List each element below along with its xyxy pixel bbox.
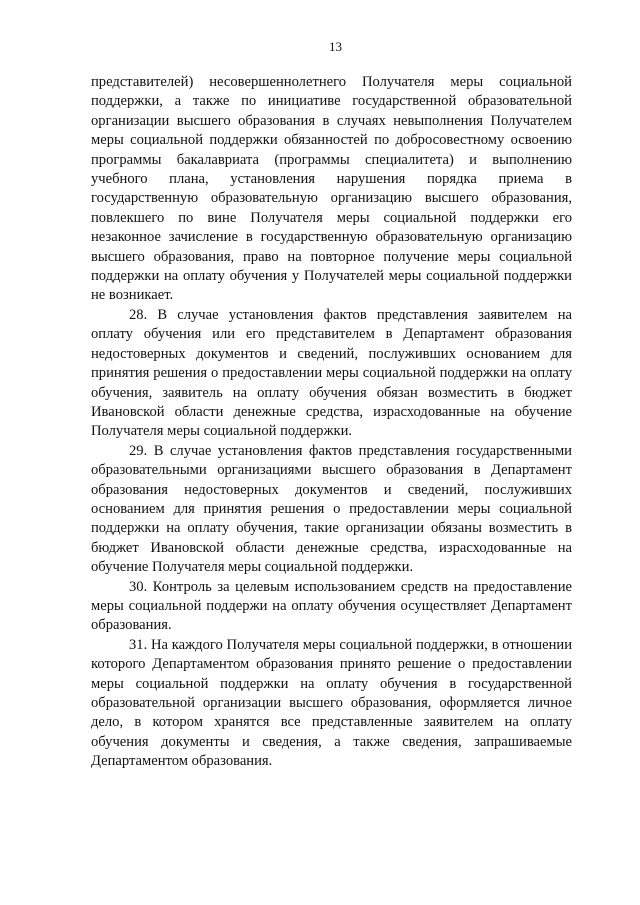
paragraph-28: 28. В случае установления фактов представления заявителем на оплату обучения или его представителем в Департамент образования недостоверных документов и сведений, послуживших основанием для принятия решения о предоставлении меры социальной поддержки на оплату обучения, заявитель на оплату обучения обязан возместить в бюджет Ивановской области денежные средства, израсходованные на обучение Получателя меры социальной поддержки. (91, 306, 572, 440)
paragraph-30: 30. Контроль за целевым использованием средств на предоставление меры социальной поддержи на оплату обучения осуществляет Департамент образования. (91, 578, 572, 634)
paragraph-29: 29. В случае установления фактов представления государственными образовательными организациями высшего образования в Департамент образования недостоверных документов и сведений, послуживших основанием для принятия решения о предоставлении меры социальной поддержки на оплату обучения, такие организации обязаны возместить в бюджет Ивановской области денежные средства, израсходованные на обучение Получателя меры социальной поддержки. (91, 442, 572, 576)
paragraph-31: 31. На каждого Получателя меры социальной поддержки, в отношении которого Департаментом образования принято решение о предоставлении меры социальной поддержки на оплату обучения в государственной образовательной организации высшего образования, оформляется личное дело, в котором хранятся все представленные заявителем на оплату обучения документы и сведения, а также сведения, запрашиваемые Департаментом образования. (91, 636, 572, 770)
paragraph-continuation: представителей) несовершеннолетнего Получателя меры социальной поддержки, а также по инициативе государственной образовательной организации высшего образования в случаях невыполнения Получателем меры социальной поддержки обязанностей по добросовестному освоению программы бакалавриата (программы специалитета) и выполнению учебного плана, установления нарушения порядка приема в государственную образовательную организацию высшего образования, повлекшего по вине Получателя меры социальной поддержки его незаконное зачисление в государственную образовательную организацию высшего образования, право на повторное получение меры социальной поддержки на оплату обучения у Получателей меры социальной поддержки не возникает. (91, 74, 572, 304)
page-number: 13 (329, 39, 342, 54)
